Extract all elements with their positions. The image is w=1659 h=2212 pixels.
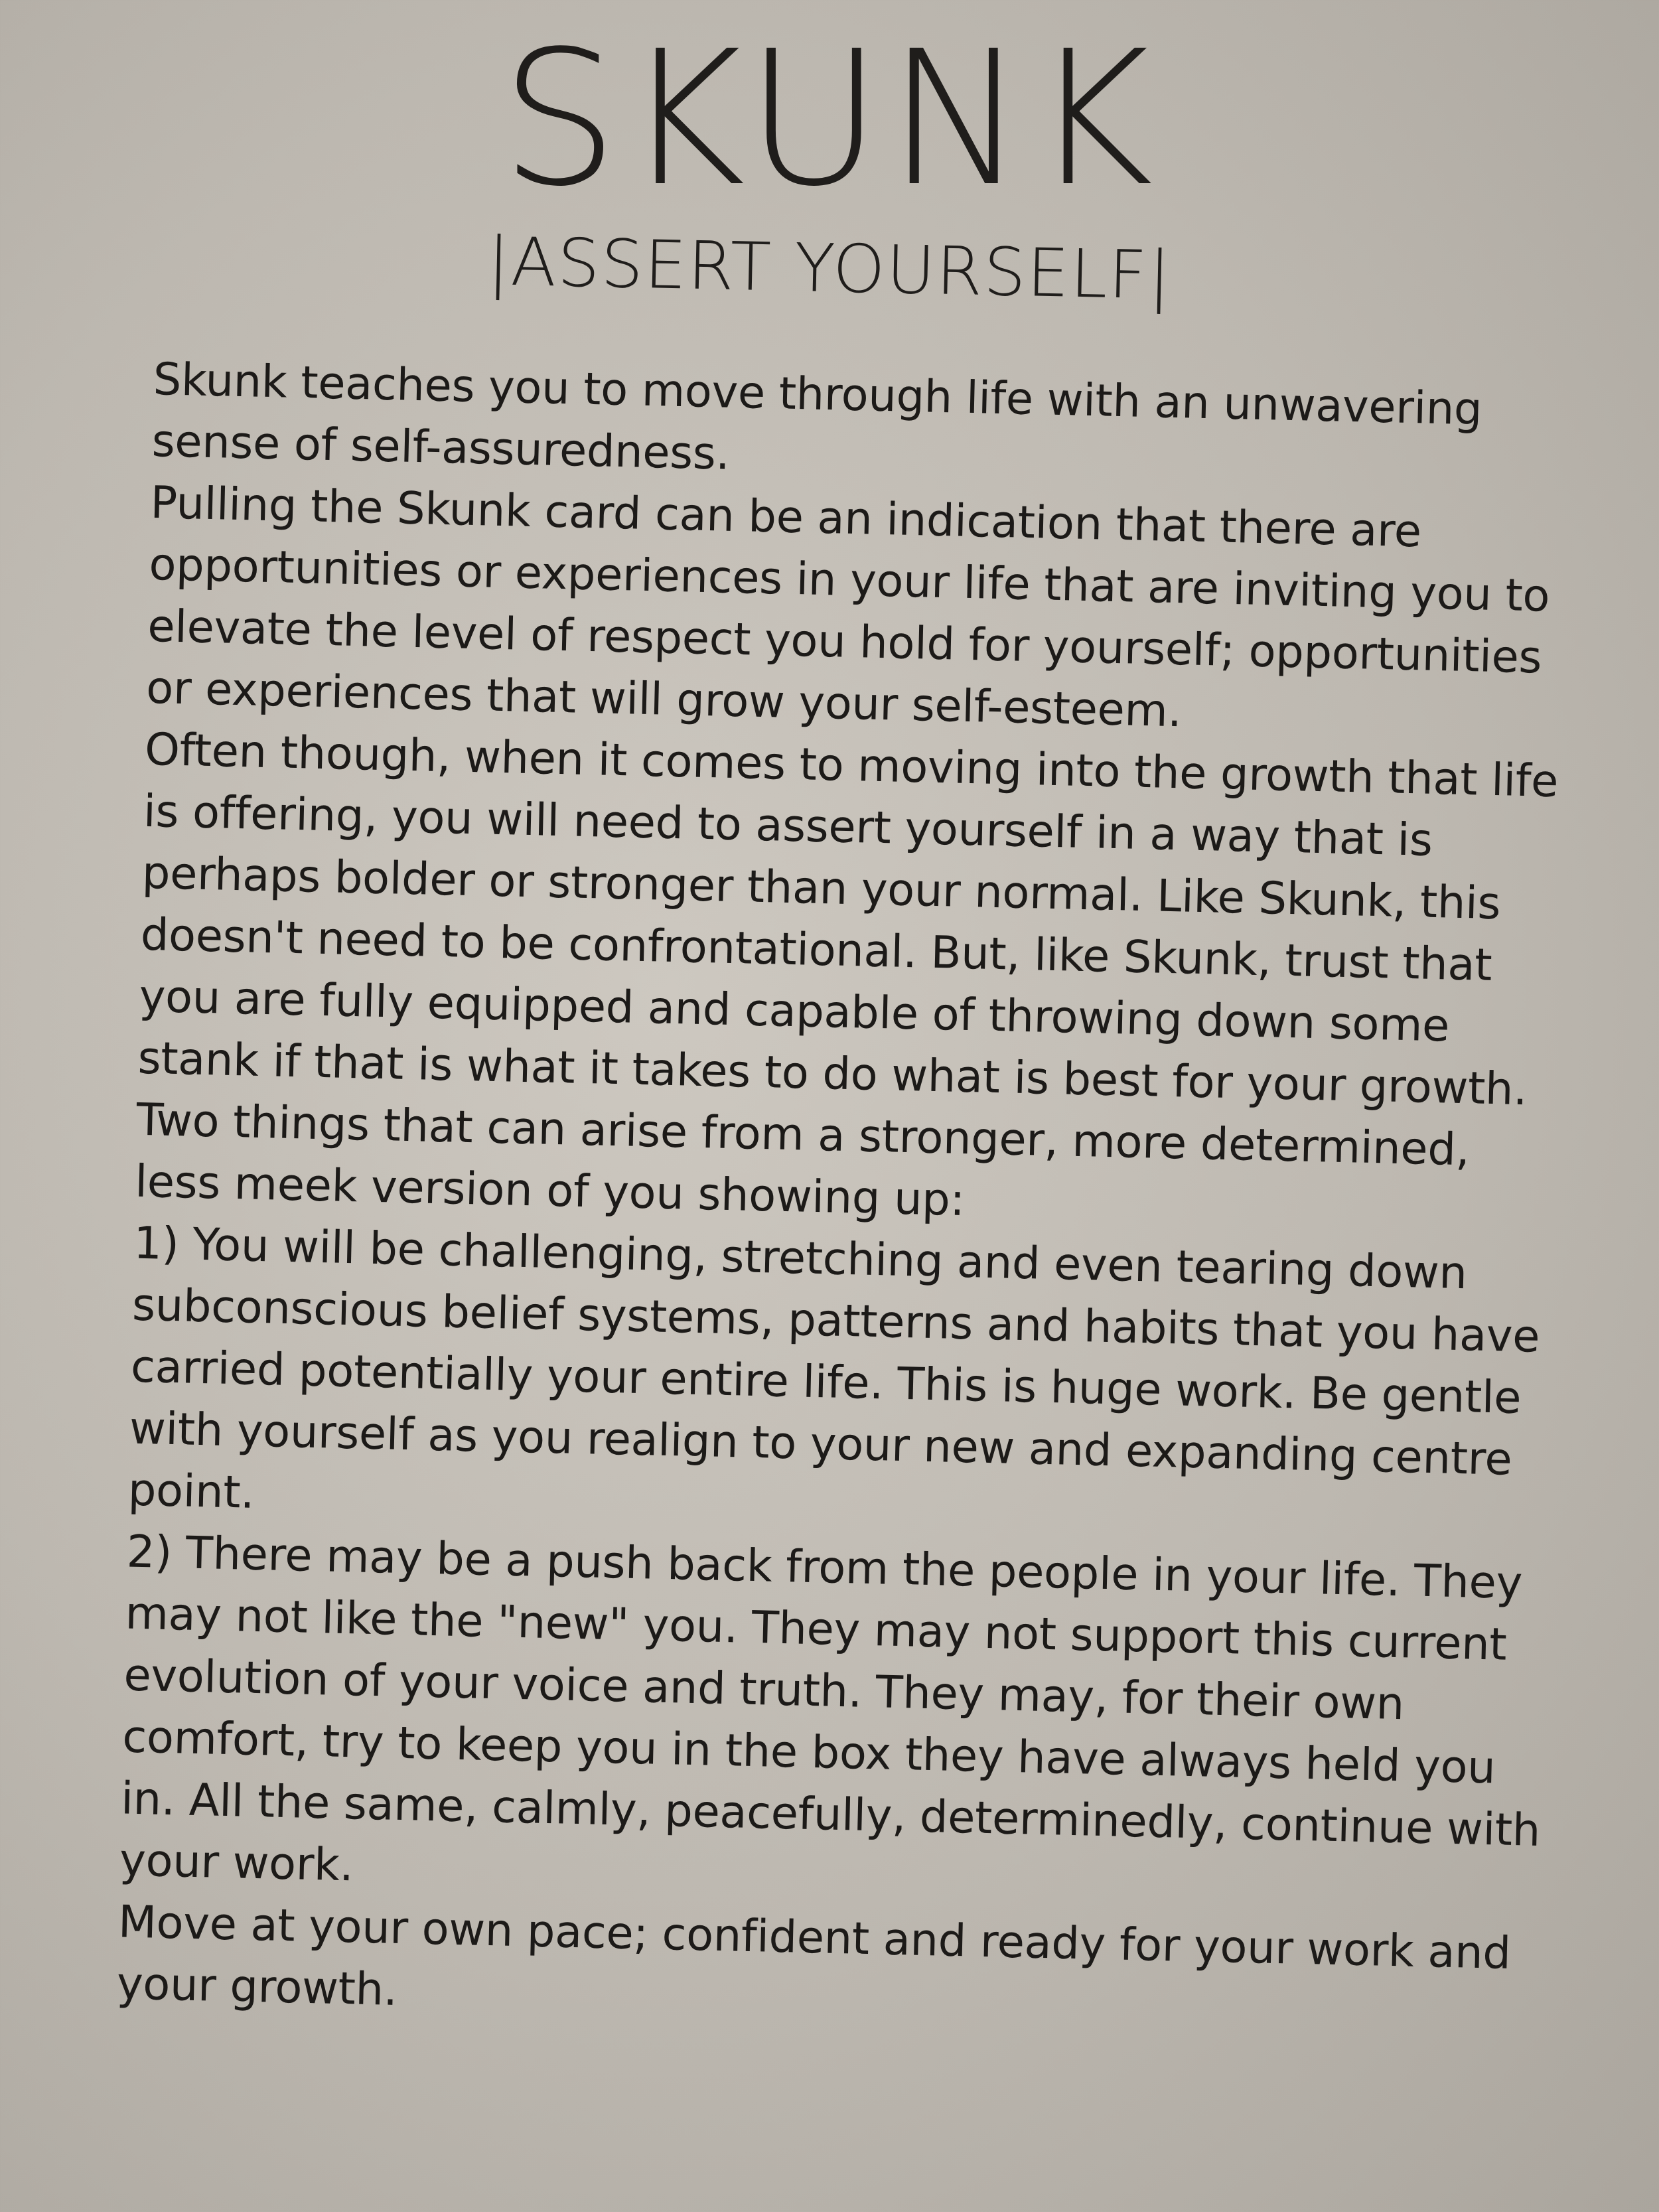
card-title: SKUNK — [500, 11, 1159, 228]
paragraph-two-things: Two things that can arise from a stronger, more determined, less meek version of you showing up: — [134, 1093, 1471, 1226]
card-body — [116, 348, 1580, 2047]
paragraph-closing: Move at your own pace; confident and ready for your work and your growth. — [116, 1895, 1512, 2016]
paragraph-point-one: 1) You will be challenging, stretching and even tearing down subconscious belief systems, patterns and habits that you have carried potentially your entire life. This is huge work. Be gentle with yourself as you realign to your new and expanding centre point. — [127, 1217, 1541, 1518]
paragraph-intro: Skunk teaches you to move through life with an unwavering sense of self-assuredness. — [151, 352, 1483, 480]
paragraph-assert: Often though, when it comes to moving into the growth that life is offering, you will need to assert yourself in a way that is perhaps bolder or stronger than your normal. Like Skunk, this doesn't need to be confrontational. But, like Skunk, trust that you are fully equipped and capable of throwing down some stank if that is what it takes to do what is best for your growth. — [137, 723, 1559, 1116]
paragraph-pulling-card: Pulling the Skunk card can be an indication that there are opportunities or experiences in your life that are inviting you to elevate the level of respect you hold for yourself; opportunities or experiences that will grow your self-esteem. — [145, 476, 1551, 737]
paragraph-point-two: 2) There may be a push back from the people in your life. They may not like the "new" you. They may not support this current evolution of your voice and truth. They may, for their own comfort, try to keep you in the box they have always held you in. All the same, calmly, peacefully, determinedly, continue with your work. — [119, 1525, 1541, 1891]
card-subtitle: |ASSERT YOURSELF| — [486, 222, 1173, 315]
